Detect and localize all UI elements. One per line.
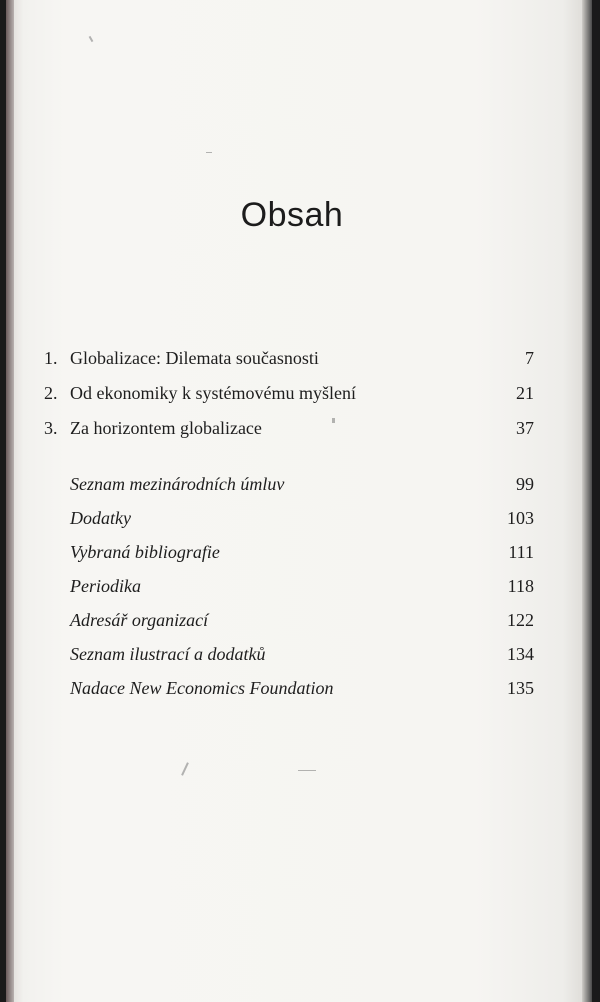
chapter-title: Globalizace: Dilemata současnosti	[70, 348, 319, 368]
page-number: 99	[516, 474, 534, 494]
toc-appendix-5[interactable]	[6, 610, 600, 640]
chapter-number: 3.	[44, 418, 58, 438]
chapter-number: 2.	[44, 383, 58, 403]
toc-appendix-3[interactable]	[6, 542, 600, 572]
page-number: 135	[507, 678, 534, 698]
page-number: 103	[507, 508, 534, 528]
scan-speck	[206, 152, 212, 153]
page-number: 134	[507, 644, 534, 664]
book-page	[6, 0, 592, 1002]
toc-appendix-2[interactable]	[6, 508, 600, 538]
appendix-title: Dodatky	[70, 508, 131, 528]
toc-chapter-1[interactable]	[6, 348, 600, 378]
appendix-title: Nadace New Economics Foundation	[70, 678, 334, 698]
page-number: 118	[507, 576, 534, 596]
toc-appendix-6[interactable]	[6, 644, 600, 674]
page-title: Obsah	[240, 196, 344, 234]
chapter-title: Za horizontem globalizace	[70, 418, 262, 438]
appendix-title: Periodika	[70, 576, 141, 596]
scan-speck	[89, 36, 94, 42]
toc-chapter-2[interactable]	[6, 383, 600, 413]
chapter-title: Od ekonomiky k systémovému myšlení	[70, 383, 356, 403]
appendix-title: Seznam ilustrací a dodatků	[70, 644, 266, 664]
page-number: 111	[508, 542, 534, 562]
toc-appendix-7[interactable]	[6, 678, 600, 708]
appendix-title: Seznam mezinárodních úmluv	[70, 474, 285, 494]
page-number: 122	[507, 610, 534, 630]
page-number: 37	[516, 418, 534, 438]
page-number: 7	[525, 348, 534, 368]
toc-chapter-3[interactable]	[6, 418, 600, 448]
chapter-number: 1.	[44, 348, 58, 368]
appendix-title: Adresář organizací	[70, 610, 209, 630]
page-number: 21	[516, 383, 534, 403]
appendix-title: Vybraná bibliografie	[70, 542, 220, 562]
scan-speck	[298, 770, 316, 771]
toc-appendix-4[interactable]	[6, 576, 600, 606]
scan-speck	[181, 762, 189, 776]
toc-appendix-1[interactable]	[6, 474, 600, 504]
